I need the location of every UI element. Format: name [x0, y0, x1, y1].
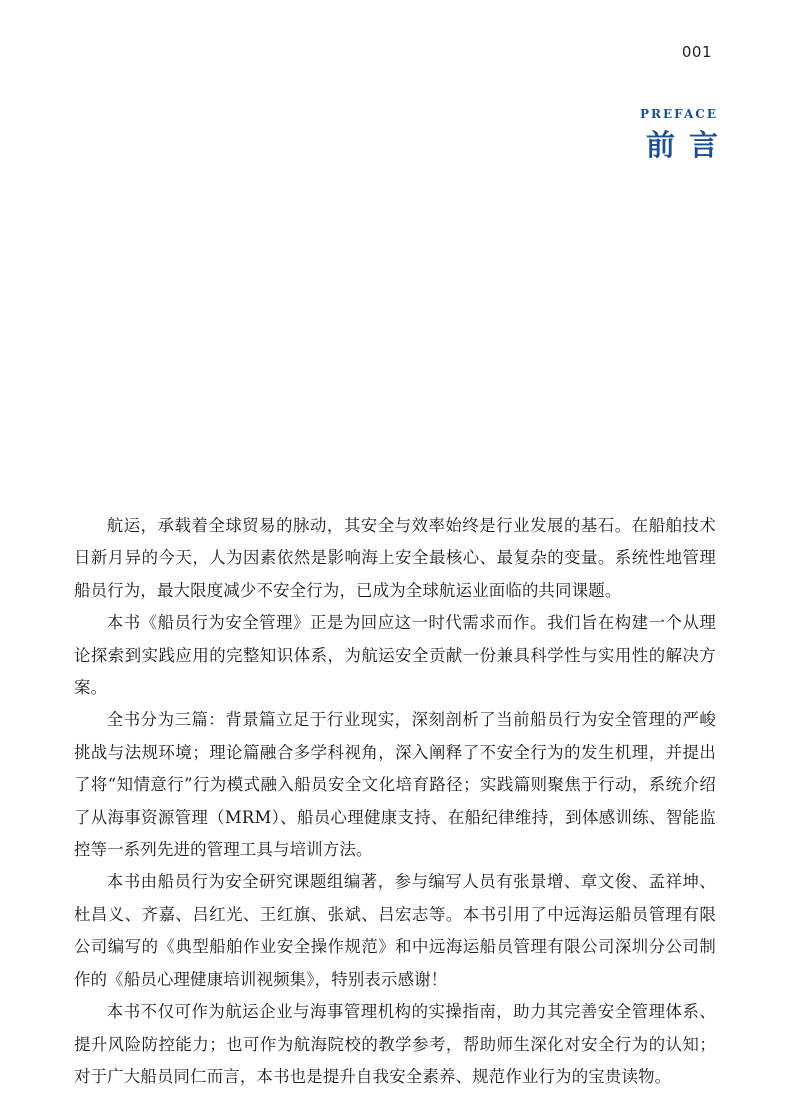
page-number: 001 — [681, 43, 712, 61]
paragraph-4: 本书由船员行为安全研究课题组编著，参与编写人员有张景增、章文俊、孟祥坤、杜昌义、齐嘉、吕红光、王红旗、张斌、吕宏志等。本书引用了中远海运船员管理有限公司编写的《典型船舶作业安全操作规范》和中远海运船员管理有限公司深圳分公司制作的《船员心理健康培训视频集》，特别表示感谢！ — [74, 872, 716, 989]
preface-heading — [640, 104, 732, 164]
heading-english: PREFACE — [640, 107, 718, 121]
paragraph-2: 本书《船员行为安全管理》正是为回应这一时代需求而作。我们旨在构建一个从理论探索到实践应用的完整知识体系，为航运安全贡献一份兼具科学性与实用性的解决方案。 — [74, 613, 716, 698]
paragraph-3: 全书分为三篇：背景篇立足于行业现实，深刻剖析了当前船员行为安全管理的严峻挑战与法规环境；理论篇融合多学科视角，深入阐释了不安全行为的发生机理，并提出了将“知情意行”行为模式融入船员安全文化培育路径；实践篇则聚焦于行动，系统介绍了从海事资源管理（MRM）、船员心理健康支持、在船纪律维持，到体感训练、智能监控等一系列先进的管理工具与培训方法。 — [74, 710, 716, 860]
paragraph-1: 航运，承载着全球贸易的脉动，其安全与效率始终是行业发展的基石。在船舶技术日新月异的今天，人为因素依然是影响海上安全最核心、最复杂的变量。系统性地管理船员行为，最大限度减少不安全行为，已成为全球航运业面临的共同课题。 — [74, 516, 716, 600]
paragraph-5: 本书不仅可作为航运企业与海事管理机构的实操指南，助力其完善安全管理体系、提升风险防控能力；也可作为航海院校的教学参考，帮助师生深化对安全行为的认知；对于广大船员同仁而言，本书也是提升自我安全素养、规范作业行为的宝贵读物。 — [74, 1002, 716, 1086]
heading-chinese: 前言 — [645, 128, 732, 162]
preface-body — [74, 510, 716, 1093]
